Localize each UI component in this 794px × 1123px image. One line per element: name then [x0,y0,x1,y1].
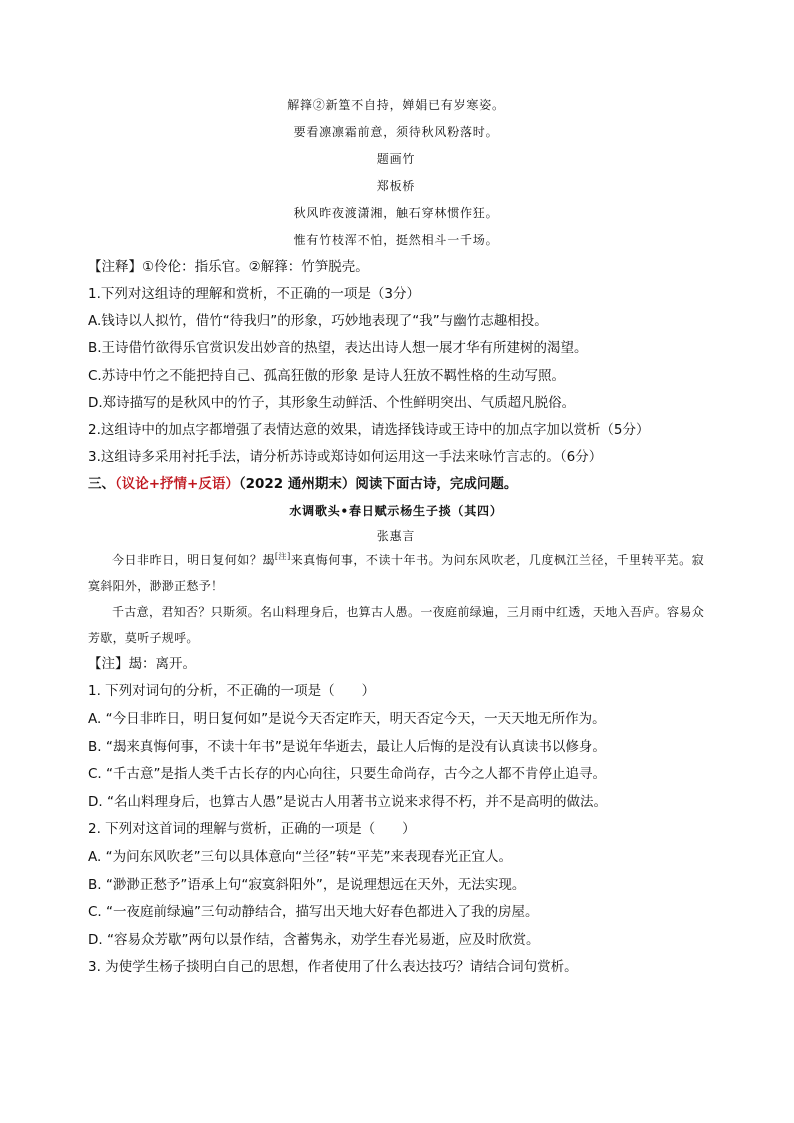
option: D.郑诗描写的是秋风中的竹子，其形象生动鲜活、个性鲜明突出、气质超凡脱俗。 [88,394,576,411]
poem-line: 秋风昨夜渡潇湘，触石穿林惯作狂。 [293,206,499,220]
option: C. “千古意”是指人类千古长存的内心向往，只要生命尚存，古今之人都不肯停止追寻。 [88,766,606,783]
question: 1.下列对这组诗的理解和赏析，不正确的一项是（3分） [88,286,420,302]
poem-text: 来真悔何事，不读十年书。为问东风吹老，几度枫江兰径，千里转平芜。寂寞斜阳外，渺渺正愁予！ [88,553,704,594]
poem-paragraph [88,547,704,599]
question-group-2 [88,678,704,982]
option: D. “名山料理身后，也算古人愚”是说古人用著书立说来求得不朽，并不是高明的做法。 [88,793,607,810]
poem-author: 郑板桥 [376,179,416,193]
poem-text: 今日非昨日，明日复何如？朅 [112,553,275,568]
section-heading [88,471,704,498]
poem-title: 水调歌头•春日赋示杨生子掞（其四） [289,504,503,519]
question: 3. 为使学生杨子掞明白自己的思想，作者使用了什么表达技巧？请结合词句赏析。 [88,959,578,976]
option: C. “一夜庭前绿遍”三句动静结合，描写出天地大好春色都进入了我的房屋。 [88,904,539,921]
option: B. “渺渺正愁予”语承上句“寂寞斜阳外”，是说理想远在天外，无法实现。 [88,876,526,893]
question-group-1 [88,281,704,471]
option: C.苏诗中竹之不能把持自己、孤高狂傲的形象 是诗人狂放不羁性格的生动写照。 [88,367,566,384]
poem-paragraph: 千古意，君知否？只斯须。名山料理身后，也算古人愚。一夜庭前绿遍，三月雨中红透，天地入吾庐。容易众芳歇，莫听子规呼。 [88,605,704,646]
question: 2. 下列对这首词的理解与赏析，正确的一项是（ ） [88,821,416,838]
poem-title: 题画竹 [376,152,416,166]
annotation: 【注释】①伶伦：指乐官。②解箨：竹笋脱壳。 [88,259,369,275]
option: B.王诗借竹欲得乐官赏识发出妙音的热望，表达出诗人想一展才华有所建树的渴望。 [88,340,588,357]
question: 1. 下列对词句的分析，不正确的一项是（ ） [88,683,376,700]
poem-line: 要看凛凛霜前意，须待秋风粉落时。 [293,125,499,139]
footnote-marker: [注] [274,552,291,562]
option: A. “为问东风吹老”三句以具体意向“兰径”转“平芜”来表现春光正宜人。 [88,848,513,865]
section-instruction: （2022 通州期末）阅读下面古诗，完成问题。 [238,476,518,493]
poem-top [88,92,704,254]
option: D. “容易众芳歇”两句以景作结，含蓄隽永，劝学生春光易逝，应及时欣赏。 [88,931,540,948]
poem-author: 张惠言 [376,529,416,544]
section-number: 三、 [88,476,115,493]
option: B. “朅来真悔何事，不读十年书”是说年华逝去，最让人后悔的是没有认真读书以修身。 [88,738,606,755]
poem-line: 解箨②新篁不自持，婵娟已有岁寒姿。 [287,98,505,112]
poem-line: 惟有竹枝浑不怕，挺然相斗一千场。 [293,233,499,247]
question: 3.这组诗多采用衬托手法，请分析苏诗或郑诗如何运用这一手法来咏竹言志的。（6分） [88,449,603,466]
option: A. “今日非昨日，明日复何如”是说今天否定昨天，明天否定今天，一天天地无所作为。 [88,711,606,728]
poem-2 [88,498,704,651]
option: A.钱诗以人拟竹，借竹“待我归”的形象，巧妙地表现了“我”与幽竹志趣相投。 [88,313,548,330]
section-tag: （议论+抒情+反语） [115,476,239,493]
annotation: 【注】朅：离开。 [88,656,196,673]
question: 2.这组诗中的加点字都增强了表情达意的效果，请选择钱诗或王诗中的加点字加以赏析（5分） [88,422,650,439]
